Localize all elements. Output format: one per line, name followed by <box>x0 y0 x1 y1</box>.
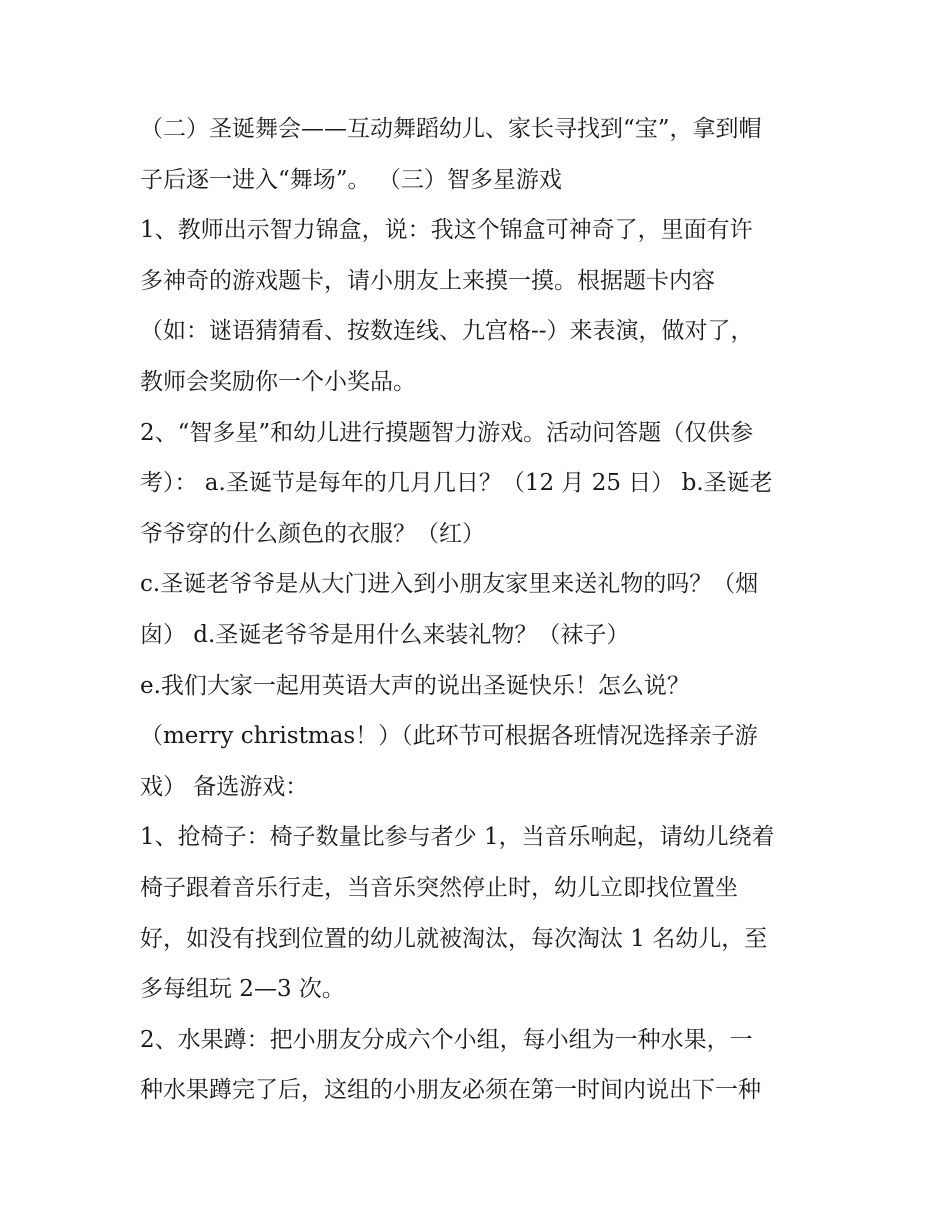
text-line: 子后逐一进入“舞场”。 （三）智多星游戏 <box>140 166 562 193</box>
text-line: 椅子跟着音乐行走，当音乐突然停止时，幼儿立即找位置坐 <box>140 874 738 901</box>
text-line: 戏） 备选游戏： <box>140 773 309 800</box>
document-body <box>140 104 820 1116</box>
text-line: 多每组玩 2—3 次。 <box>140 976 345 1003</box>
text-line: （如：谜语猜猜看、按数连线、九宫格--）来表演，做对了， <box>140 318 754 345</box>
text-line: （merry christmas！）（此环节可根据各班情况选择亲子游 <box>140 723 758 750</box>
text-line: 考）： a.圣诞节是每年的几月几日？（12 月 25 日） b.圣诞老 <box>140 470 773 497</box>
text-line: 好，如没有找到位置的幼儿就被淘汰，每次淘汰 1 名幼儿，至 <box>140 925 768 952</box>
text-line: 1、抢椅子：椅子数量比参与者少 1，当音乐响起，请幼儿绕着 <box>140 824 775 851</box>
text-line: 多神奇的游戏题卡，请小朋友上来摸一摸。根据题卡内容 <box>140 267 715 294</box>
text-line: 种水果蹲完了后，这组的小朋友必须在第一时间内说出下一种 <box>140 1077 761 1104</box>
text-line: 爷爷穿的什么颜色的衣服？（红） <box>140 520 485 547</box>
text-line: e.我们大家一起用英语大声的说出圣诞快乐！怎么说？ <box>140 672 690 699</box>
text-line: 2、水果蹲：把小朋友分成六个小组，每小组为一种水果，一 <box>140 1026 753 1053</box>
text-line: 教师会奖励你一个小奖品。 <box>140 368 416 395</box>
text-line: （二）圣诞舞会——互动舞蹈幼儿、家长寻找到“宝”，拿到帽 <box>140 116 762 142</box>
text-line: 2、“智多星”和幼儿进行摸题智力游戏。活动问答题（仅供参 <box>140 419 754 446</box>
text-line: 囱） d.圣诞老爷爷是用什么来装礼物？（袜子） <box>140 621 630 648</box>
text-line: 1、教师出示智力锦盒，说：我这个锦盒可神奇了，里面有许 <box>140 217 753 244</box>
text-line: c.圣诞老爷爷是从大门进入到小朋友家里来送礼物的吗？（烟 <box>140 571 759 598</box>
